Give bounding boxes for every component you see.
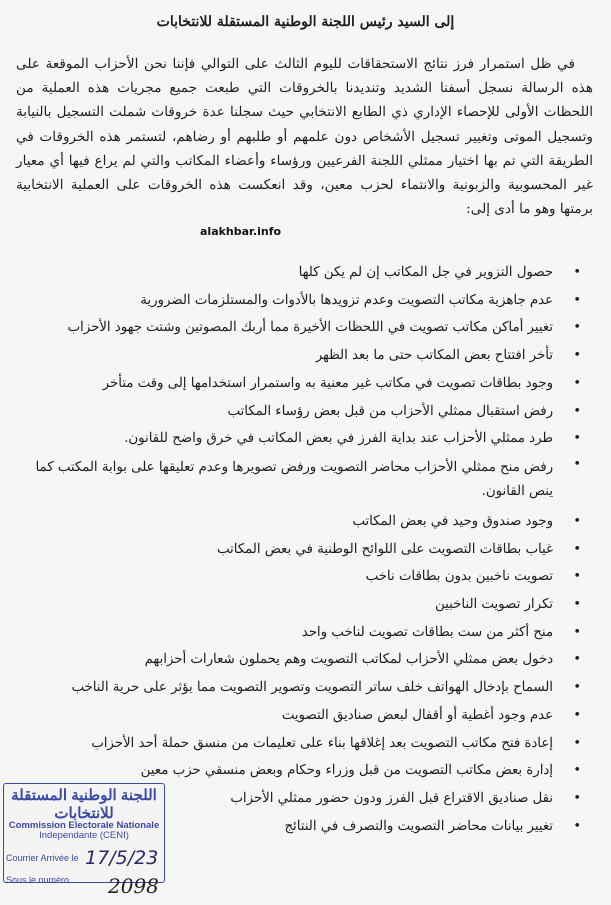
list-item: • تكرار تصويت الناخبين: [27, 591, 587, 619]
handwritten-number: 2098: [108, 874, 159, 898]
list-item: • وجود بطاقات تصويت في مكاتب غير معنية به واستمرار استخدامها إلى وقت متأخر: [27, 370, 587, 398]
list-item: • دخول بعض ممثلي الأحزاب لمكاتب التصويت وهم يحملون شعارات أحزابهم: [27, 646, 587, 674]
list-item: • تغيير بيانات محاضر التصويت والتصرف في النتائج: [27, 813, 587, 841]
ceni-received-stamp: [3, 783, 165, 883]
list-item: • عدم جاهزية مكاتب التصويت وعدم تزويدها بالأدوات والمستلزمات الضرورية: [27, 287, 587, 315]
list-item: • تصويت ناخبين بدون بطاقات ناخب: [27, 563, 587, 591]
list-item: • رفض استقبال ممثلي الأحزاب من قبل بعض رؤساء المكاتب: [27, 398, 587, 426]
list-item: • إدارة بعض مكاتب التصويت من قبل وزراء وحكام وبعض منسقي حزب معين: [27, 757, 587, 785]
list-item: • تأخر افتتاح بعض المكاتب حتى ما بعد الظهر: [27, 342, 587, 370]
stamp-arrival-label: Courrier Arrivée le: [6, 853, 79, 863]
stamp-french-line1: Commission Electorale Nationale: [8, 820, 160, 831]
watermark: alakhbar.info: [200, 225, 282, 238]
list-item: • منح أكثر من ست بطاقات تصويت لناخب واحد: [27, 619, 587, 647]
stamp-arabic-name: اللجنة الوطنية المستقلة للانتخابات: [11, 787, 157, 822]
stamp-arrival-row: [4, 847, 164, 869]
list-item: • تغيير أماكن مكاتب تصويت في اللحظات الأخيرة مما أربك المصوتين وشتت جهود الأحزاب: [27, 314, 587, 342]
stamp-number-label: Sous le numéro: [6, 875, 70, 885]
list-item: • نقل صناديق الاقتراع قبل الفرز ودون حضور ممثلي الأحزاب: [27, 785, 587, 813]
list-item: • السماح بإدخال الهواتف خلف ساتر التصويت وتصوير التصويت مما يؤثر على حرية الناخب: [27, 674, 587, 702]
intro-text: في ظل استمرار فرز نتائج الاستحقاقات لليوم الثالث على التوالي فإننا نحن الأحزاب الموقعة على هذه الرسالة نسجل أسفنا الشديد وتنديدنا بالخروقات التي طبعت جميع مجريات هذه العملية من اللحظات الأولى للإحصاء الإداري ذي الطابع الانتخابي حيث سجلنا عدة خروقات شملت التسجيل بالنيابة وتسجيل الموتى وتغيير تسجيل الأشخاص دون علمهم أو طلبهم أو رضاهم، لتستمر هذه الخروقات في الطريقة التي تم بها اختيار ممثلي اللجنة الفرعيين ورؤساء وأعضاء المكاتب والتي لم يراع فيها أي معيار غير المحسوبية والزبونية والانتماء لحزب معين، وقد انعكست هذه الخروقات على العملية الانتخابية برمتها وهو ما أدى إلى:: [16, 56, 593, 218]
stamp-french-line2: Independante (CENI): [39, 830, 129, 841]
list-item: • طرد ممثلي الأحزاب عند بداية الفرز في بعض المكاتب في خرق واضح للقانون.: [27, 425, 587, 453]
list-item: • حصول التزوير في جل المكاتب إن لم يكن كلها: [27, 259, 587, 287]
letter-title: إلى السيد رئيس اللجنة الوطنية المستقلة للانتخابات: [156, 14, 455, 30]
list-item: • عدم وجود أغطية أو أقفال لبعض صناديق التصويت: [27, 702, 587, 730]
stamp-date: 17/5/23: [85, 847, 159, 869]
list-item: • غياب بطاقات التصويت على اللوائح الوطنية في بعض المكاتب: [27, 536, 587, 564]
intro-paragraph: [16, 52, 593, 221]
list-item: • إعادة فتح مكاتب التصويت بعد إغلاقها بناء على تعليمات من منسق حملة أحد الأحزاب: [27, 730, 587, 758]
list-item: • رفض منح ممثلي الأحزاب محاضر التصويت ورفض تصويرها وعدم تعليقها على بوابة المكتب كما ينص القانون.: [27, 453, 587, 508]
list-item: • وجود صندوق وحيد في بعض المكاتب: [27, 508, 587, 536]
violations-list: [27, 259, 587, 840]
